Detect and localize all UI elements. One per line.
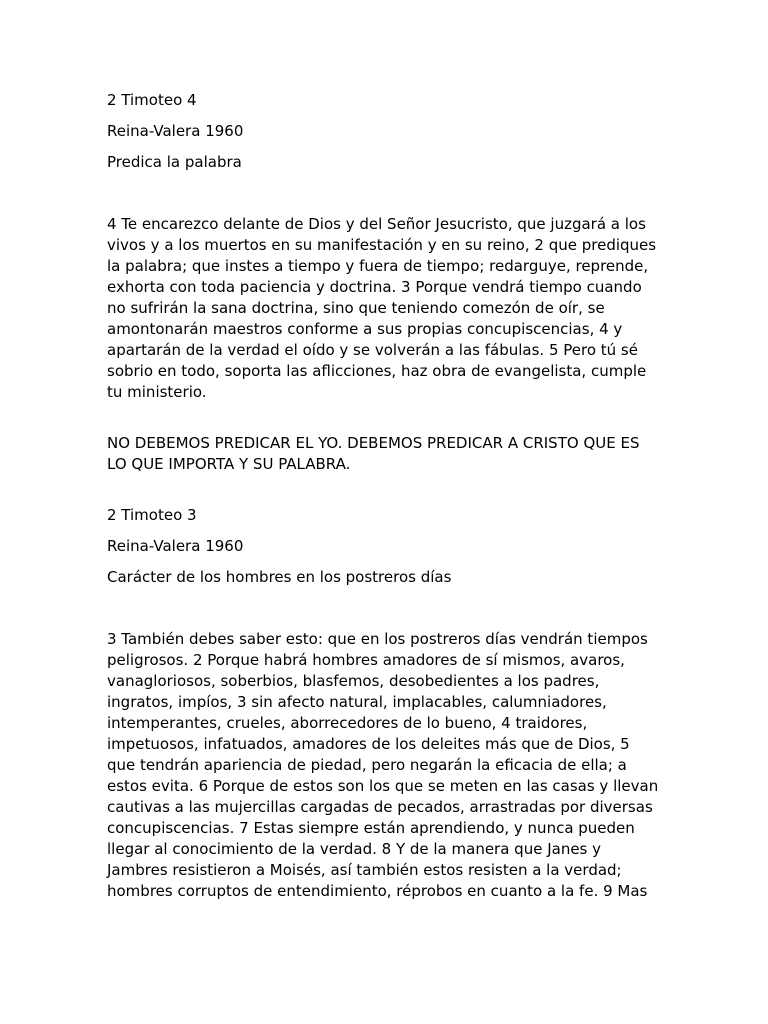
passage-line: amontonarán maestros conforme a sus propias concupiscencias, 4 y xyxy=(107,320,623,338)
passage-line: vanagloriosos, soberbios, blasfemos, desobedientes a los padres, xyxy=(107,672,600,690)
passage-line: la palabra; que instes a tiempo y fuera de tiempo; redarguye, reprende, xyxy=(107,257,649,275)
commentary-note xyxy=(107,433,667,475)
passage-line: que tendrán apariencia de piedad, pero negarán la eficacia de ella; a xyxy=(107,756,627,774)
note-line: NO DEBEMOS PREDICAR EL YO. DEBEMOS PREDICAR A CRISTO QUE ES xyxy=(107,434,640,452)
passage-line: ingratos, impíos, 3 sin afecto natural, implacables, calumniadores, xyxy=(107,693,607,711)
passage-line: cautivas a las mujercillas cargadas de pecados, arrastradas por diversas xyxy=(107,798,653,816)
bible-version: Reina-Valera 1960 xyxy=(107,122,244,140)
passage-title: Predica la palabra xyxy=(107,153,242,171)
passage-line: sobrio en todo, soporta las aflicciones, haz obra de evangelista, cumple xyxy=(107,362,647,380)
passage-line: no sufrirán la sana doctrina, sino que teniendo comezón de oír, se xyxy=(107,299,605,317)
passage-line: Jambres resistieron a Moisés, así también estos resisten a la verdad; xyxy=(107,861,622,879)
section-2-timoteo-4 xyxy=(107,90,667,403)
note-line: LO QUE IMPORTA Y SU PALABRA. xyxy=(107,455,351,473)
book-reference: 2 Timoteo 4 xyxy=(107,91,197,109)
passage-line: 4 Te encarezco delante de Dios y del Señor Jesucristo, que juzgará a los xyxy=(107,215,646,233)
passage-line: peligrosos. 2 Porque habrá hombres amadores de sí mismos, avaros, xyxy=(107,651,625,669)
book-reference: 2 Timoteo 3 xyxy=(107,506,197,524)
passage-title: Carácter de los hombres en los postreros días xyxy=(107,568,452,586)
passage-line: llegar al conocimiento de la verdad. 8 Y de la manera que Janes y xyxy=(107,840,602,858)
passage-line: apartarán de la verdad el oído y se volverán a las fábulas. 5 Pero tú sé xyxy=(107,341,638,359)
passage-text xyxy=(107,629,667,902)
passage-line: concupiscencias. 7 Estas siempre están aprendiendo, y nunca pueden xyxy=(107,819,635,837)
passage-line: impetuosos, infatuados, amadores de los deleites más que de Dios, 5 xyxy=(107,735,630,753)
bible-version: Reina-Valera 1960 xyxy=(107,537,244,555)
passage-line: 3 También debes saber esto: que en los postreros días vendrán tiempos xyxy=(107,630,648,648)
passage-text xyxy=(107,214,667,403)
passage-line: intemperantes, crueles, aborrecedores de lo bueno, 4 traidores, xyxy=(107,714,588,732)
passage-line: estos evita. 6 Porque de estos son los que se meten en las casas y llevan xyxy=(107,777,659,795)
passage-line: hombres corruptos de entendimiento, réprobos en cuanto a la fe. 9 Mas xyxy=(107,882,648,900)
passage-line: vivos y a los muertos en su manifestación y en su reino, 2 que prediques xyxy=(107,236,657,254)
section-2-timoteo-3 xyxy=(107,505,667,902)
passage-line: tu ministerio. xyxy=(107,383,207,401)
document-page xyxy=(107,90,667,902)
passage-line: exhorta con toda paciencia y doctrina. 3 Porque vendrá tiempo cuando xyxy=(107,278,642,296)
